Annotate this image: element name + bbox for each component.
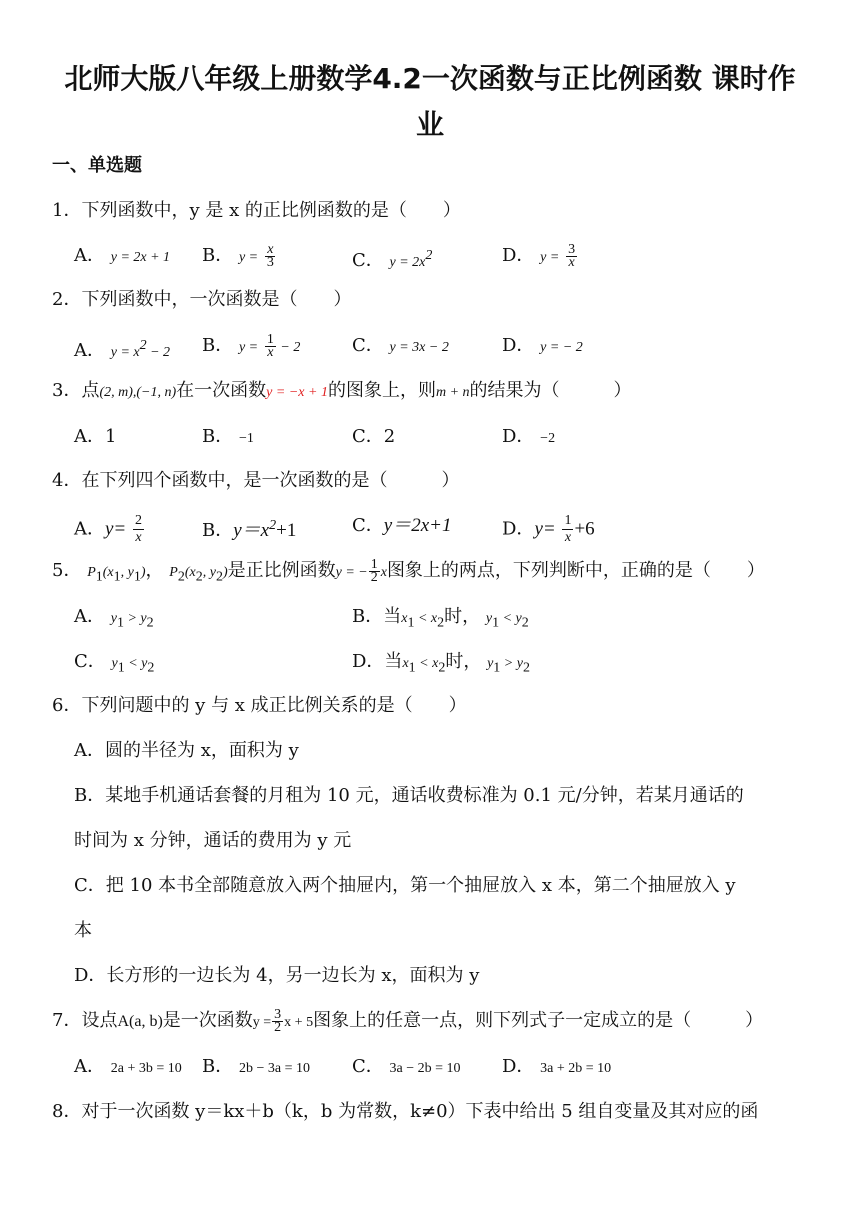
q7-option-a: A． 2a + 3b = 10 [74, 1056, 182, 1077]
q1-a-formula: y = 2x + 1 [110, 250, 171, 265]
q4-option-c: C．y＝2x+1 [352, 515, 452, 536]
question-7-stem: 7．设点A(a, b)是一次函数y = $\frac{3}{2}$ x + 5图象上的任意一点，则下列式子一定成立的是（ ） [52, 1006, 764, 1035]
q3-option-d: D． −2 [502, 426, 556, 447]
q4-option-d: D．y= $\frac{1}{x}$ +6 [502, 513, 595, 545]
title-line-1: 北师大版八年级上册数学4.2一次函数与正比例函数 课时作 [64, 62, 796, 95]
q4-option-b: B．$y=x^2+1$ [202, 518, 297, 541]
q7-option-b: B． 2b − 3a = 10 [202, 1056, 310, 1077]
q5-option-d: D．当$x_1 < x_2$时， $y_1 > y_2$ [352, 651, 530, 676]
q6-option-d: D．长方形的一边长为 4，另一边长为 x，面积为 y [74, 965, 480, 986]
q5-fraction: $\frac{1}{2}$ [370, 556, 378, 585]
q6-option-c-line2: 本 [74, 920, 92, 941]
q7-fraction: $\frac{3}{2}$ [274, 1006, 282, 1035]
q6-option-b-line1: B．某地手机通话套餐的月租为 10 元，通话收费标准为 0.1 元/分钟，若某月通话的 [74, 785, 744, 806]
q2-option-d: D． y = − 2 [502, 335, 583, 356]
question-6-stem: 6．下列问题中的 y 与 x 成正比例关系的是（ ） [52, 695, 467, 716]
title-line-2: 业 [415, 108, 444, 141]
q4-a-fraction: $\frac{2}{x}$ [135, 513, 142, 545]
q1-option-c: C． $y = 2x^2$ [352, 248, 433, 271]
q6-option-b-line2: 时间为 x 分钟，通话的费用为 y 元 [74, 830, 352, 851]
question-1-stem: 1．下列函数中，y 是 x 的正比例函数的是（ ） [52, 200, 461, 221]
q3-option-c: C．2 [352, 426, 396, 447]
q6-option-a: A．圆的半径为 x，面积为 y [74, 740, 299, 761]
q2-option-b: B． y = $\frac{1}{x}$ − 2 [202, 331, 301, 360]
section-heading: 一、单选题 [52, 155, 142, 176]
q1-b-fraction: $\frac{x}{3}$ [266, 241, 274, 270]
q1-option-b: B． y = $\frac{x}{3}$ [202, 241, 274, 270]
q3-option-a: A．1 [74, 426, 117, 447]
q2-b-fraction: $\frac{1}{x}$ [266, 331, 274, 360]
q3-function-highlight: y = −x + 1 [266, 385, 328, 400]
worksheet-title [40, 56, 820, 148]
q2-option-c: C． y = 3x − 2 [352, 335, 449, 356]
q5-option-c: C． $y_1 < y_2$ [74, 651, 155, 676]
q3-option-b: B． −1 [202, 426, 254, 447]
question-4-stem: 4．在下列四个函数中，是一次函数的是（ ） [52, 470, 460, 491]
q1-option-a: A． y = 2x + 1 [74, 245, 171, 266]
q7-option-d: D． 3a + 2b = 10 [502, 1056, 612, 1077]
q4-option-a: A．y= $\frac{2}{x}$ [74, 513, 142, 545]
question-5-stem: 5． $P_1(x_1$, $y_1$)， $P_2(x_2$, $y_2$)是正比例函数y = − $\frac{1}{2}$ x图象上的两点，下列判断中，正确的是（ ） [52, 556, 765, 585]
question-8-stem: 8．对于一次函数 y＝kx＋b（k，b 为常数，k≠0）下表中给出 5 组自变量及其对应的函 [52, 1101, 759, 1122]
q4-d-fraction: $\frac{1}{x}$ [564, 513, 572, 545]
q7-option-c: C． 3a − 2b = 10 [352, 1056, 461, 1077]
question-2-stem: 2．下列函数中，一次函数是（ ） [52, 289, 352, 310]
q5-option-a: A． $y_1 > y_2$ [74, 606, 154, 631]
q5-option-b: B．当$x_1 < x_2$时， $y_1 < y_2$ [352, 606, 529, 631]
q2-option-a: A． $y = x^2 - 2$ [74, 338, 171, 361]
question-3-stem: 3．点(2, m),(−1, n)在一次函数y = −x + 1的图象上，则m + n的结果为（ ） [52, 380, 632, 401]
q1-option-d: D． y = $\frac{3}{x}$ [502, 241, 576, 270]
q1-d-fraction: $\frac{3}{x}$ [568, 241, 576, 270]
q6-option-c-line1: C．把 10 本书全部随意放入两个抽屉内，第一个抽屉放入 x 本，第二个抽屉放入 y [74, 875, 736, 896]
